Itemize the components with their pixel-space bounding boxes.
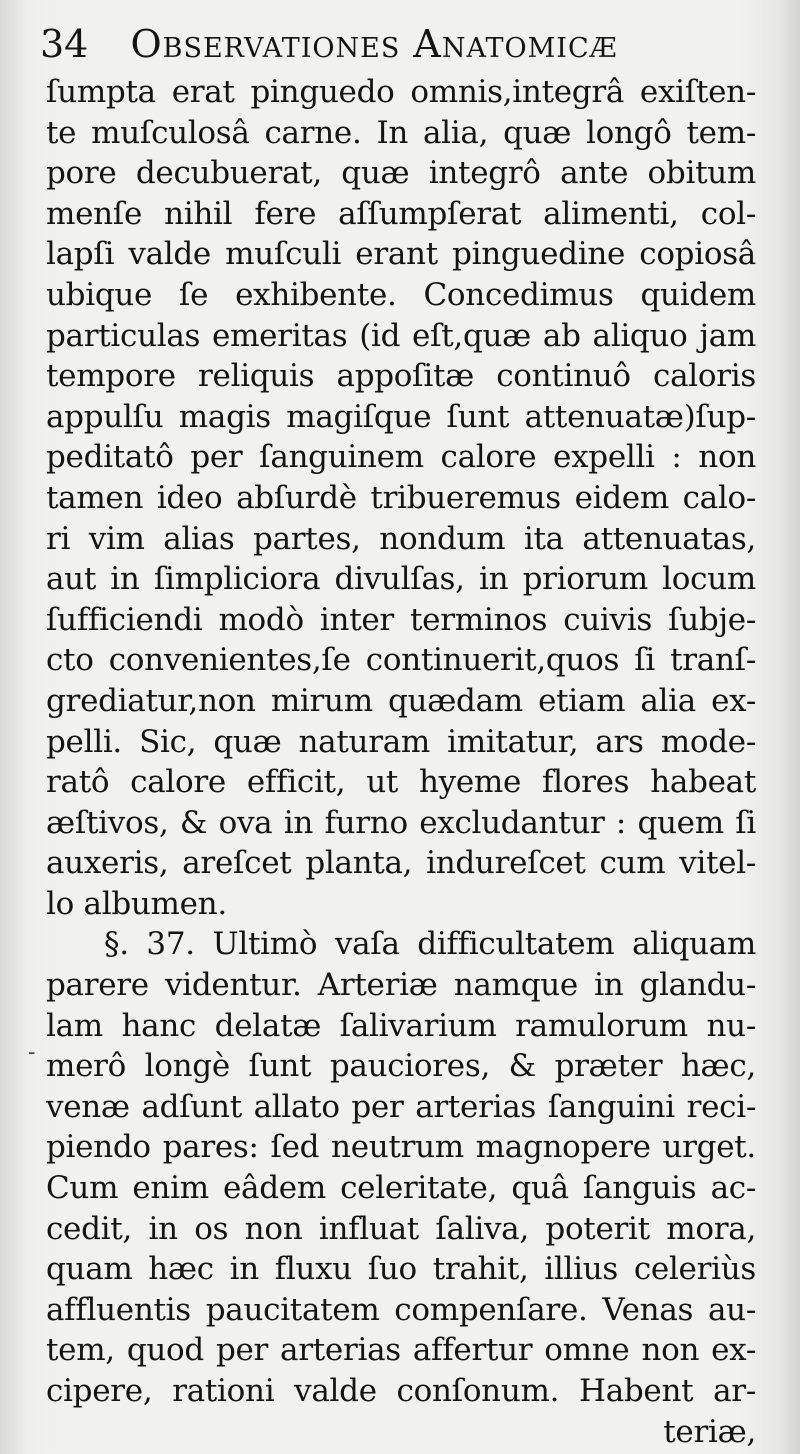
text-line: quam hæc in fluxu ſuo trahit, illius celeriùs [46,1251,756,1288]
text-line: grediatur,non mirum quædam etiam alia ex- [46,682,756,719]
text-line: particulas emeritas (id eſt,quæ ab aliquo jam [46,317,756,354]
running-head: Observationes Anatomicæ [130,22,618,66]
text-line: te muſculosâ carne. In alia, quæ longô tem- [46,114,756,151]
text-line: venæ adſunt allato per arterias ſanguini reci- [46,1088,756,1125]
catchword: teriæ, [663,1413,756,1450]
text-line: lapſi valde muſculi erant pinguedine copiosâ [46,236,756,273]
text-line: ri vim alias partes, nondum ita attenuatas, [46,520,756,557]
text-line: affluentis paucitatem compenſare. Venas au- [46,1291,756,1328]
text-line: ratô calore efficit, ut hyeme flores habeat [46,764,756,801]
text-line: piendo pares: ſed neutrum magnopere urget. [46,1129,756,1166]
text-line: ſufficiendi modò inter terminos cuivis ſubje- [46,601,756,638]
text-line: ubique ſe exhibente. Concedimus quidem [46,276,756,313]
text-line: tempore reliquis appoſitæ continuô caloris [46,358,756,395]
text-line: appulſu magis magiſque ſunt attenuatæ)ſup- [46,398,756,435]
text-line: pelli. Sic, quæ naturam imitatur, ars mode- [46,723,756,760]
text-line: cto convenientes,ſe continuerit,quos ſi tranſ- [46,642,756,679]
text-line: merô longè ſunt pauciores, & præter hæc, [46,1048,756,1085]
paragraph-end-line: lo albumen. [46,885,227,922]
text-line: ſumpta erat pinguedo omnis,integrâ exiſten- [46,74,756,110]
text-line: cipere, rationi valde conſonum. Habent ar- [46,1373,756,1409]
page-number: 34 [40,22,89,66]
text-line: cedit, in os non influat ſaliva, poterit mora, [46,1210,756,1247]
text-line: lam hanc delatæ ſalivarium ramulorum nu- [46,1007,756,1044]
page-header [40,14,740,74]
text-line: æſtivos, & ova in furno excludantur : quem ſi [46,804,756,841]
text-line: pore decubuerat, quæ integrô ante obitum [46,155,756,192]
text-line: tem, quod per arterias affertur omne non ex- [46,1332,756,1369]
text-line: auxeris, areſcet planta, indureſcet cum vitel- [46,845,756,882]
text-line: aut in ſimpliciora divulſas, in priorum locum [46,561,756,598]
section-heading-line: §. 37. Ultimò vaſa difficultatem aliquam [104,926,756,963]
text-line: tamen ideo abſurdè tribueremus eidem calo- [46,479,756,516]
margin-mark: - [28,1040,36,1065]
text-line: menſe nihil fere aſſumpſerat alimenti, col- [46,195,756,232]
text-line: parere videntur. Arteriæ namque in glandu- [46,967,756,1004]
text-line: peditatô per ſanguinem calore expelli : non [46,439,756,476]
text-line: Cum enim eâdem celeritate, quâ ſanguis ac- [46,1170,756,1207]
body-text [46,72,756,1452]
